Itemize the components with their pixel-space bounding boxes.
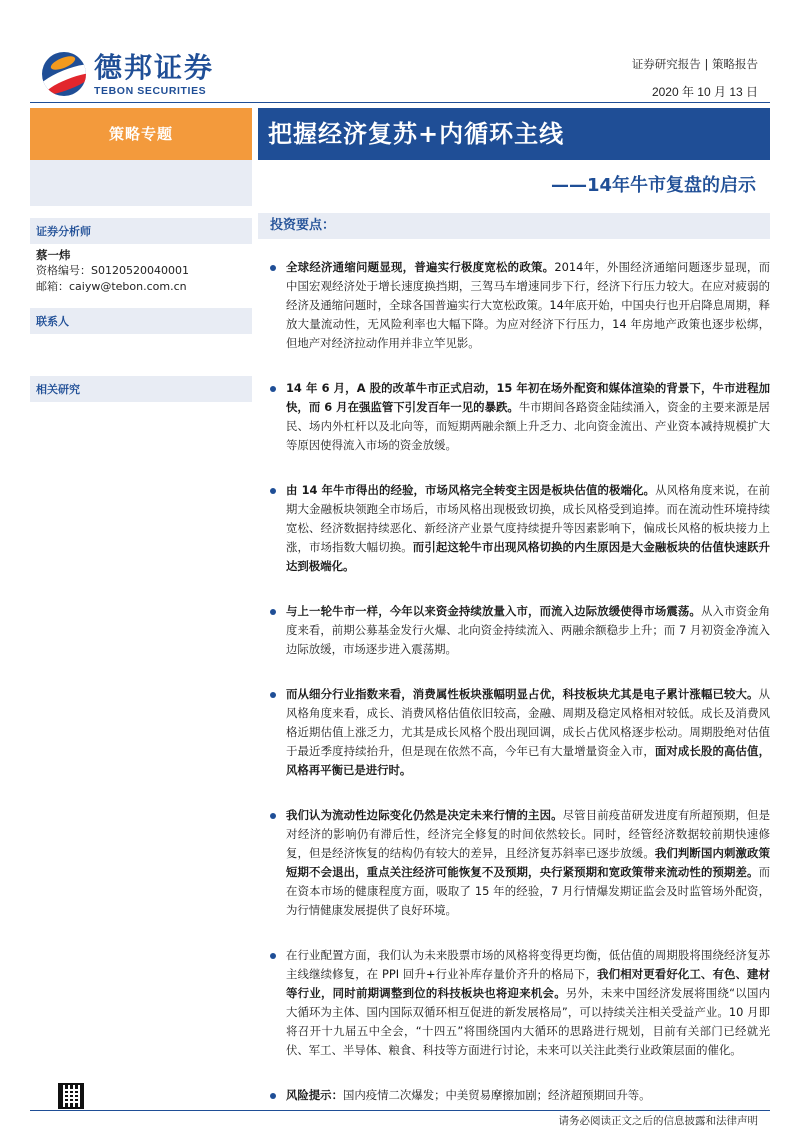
keypoints-list	[270, 258, 770, 1105]
bullet-icon	[270, 386, 276, 392]
analyst-email[interactable]: 邮箱：caiyw@tebon.com.cn	[36, 280, 187, 293]
keypoint-5: 而从细分行业指数来看，消费属性板块涨幅明显占优，科技板块尤其是电子累计涨幅已较大。从风格角度来看，成长、消费风格估值依旧较高，金融、周期及稳定风格相对较低。成长及消费风格近期估值上涨乏力，尤其是成长风格个股出现回调，成长占优风格逐步松动。周期股绝对估值于最近季度持续抬升，但是现在依然不高，今年已有大量增量资金入市，面对成长股的高估值，风格再平衡已是进行时。	[270, 685, 770, 780]
keypoint-7: 在行业配置方面，我们认为未来股票市场的风格将变得更均衡，低估值的周期股将围绕经济复苏主线继续修复，在 PPI 回升+行业补库存量价齐升的格局下，我们相对更看好化工、有色、建材等行业，同时前期调整到位的科技板块也将迎来机会。另外，未来中国经济发展将围绕“以国内大循环为主体、国内国际双循环相互促进的新发展格局”，可以持续关注相关受益产业。10 月即将召开十九届五中全会，“十四五”将围绕国内大循环的思路进行规划，目前有关部门已经就光伏、军工、半导体、粮食、科技等方面进行讨论，未来可以关注此类行业政策层面的催化。	[270, 946, 770, 1060]
keypoints-heading: 投资要点：	[258, 213, 770, 239]
legal-disclaimer: 请务必阅读正文之后的信息披露和法律声明	[558, 1115, 758, 1127]
report-subtitle: ——14年牛市复盘的启示	[550, 175, 756, 196]
report-type-tag: 策略专题	[30, 108, 252, 160]
brand-logo	[42, 52, 242, 100]
bullet-icon	[270, 488, 276, 494]
analyst-name: 蔡一炜	[36, 248, 71, 262]
header-divider	[30, 102, 770, 103]
footer-divider	[30, 1110, 770, 1111]
keypoint-4: 与上一轮牛市一样，今年以来资金持续放量入市，而流入边际放缓使得市场震荡。从入市资金角度来看，前期公募基金发行火爆、北向资金持续流入、两融余额稳步上升；而 7 月初资金净流入边际放缓，市场逐步进入震荡期。	[270, 602, 770, 659]
analyst-heading: 证券分析师	[30, 218, 252, 244]
contact-heading: 联系人	[30, 308, 252, 334]
bullet-icon	[270, 953, 276, 959]
sidebar	[30, 108, 252, 1108]
bullet-icon	[270, 1093, 276, 1099]
bullet-icon	[270, 609, 276, 615]
keypoint-1: 全球经济通缩问题显现，普遍实行极度宽松的政策。2014年，外围经济通缩问题逐步显现，而中国宏观经济处于增长速度换挡期，三驾马车增速同步下行，经济下行压力较大。在应对疲弱的经济及通缩问题时，全球各国普遍实行大宽松政策。14年底开始，中国央行也开启降息周期，释放大量流动性，无风险利率也大幅下降。为应对经济下行压力，14 年房地产政策也逐步松绑，但地产对经济拉动作用并非立竿见影。	[270, 258, 770, 353]
sidebar-band	[30, 160, 252, 206]
analyst-license: 资格编号：S0120520040001	[36, 264, 189, 277]
report-meta	[632, 56, 758, 100]
brand-logo-icon	[42, 52, 86, 96]
bullet-icon	[270, 813, 276, 819]
keypoint-2: 14 年 6 月，A 股的改革牛市正式启动，15 年初在场外配资和媒体渲染的背景下，牛市进程加快，而 6 月在强监管下引发百年一见的暴跌。牛市期间各路资金陆续涌入，资金的主要来源是居民、场内外杠杆以及北向等，而短期两融余额上升乏力、北向资金流出、产业资本减持规模扩大等原因使得流入市场的资金放缓。	[270, 379, 770, 455]
keypoint-3: 由 14 年牛市得出的经验，市场风格完全转变主因是板块估值的极端化。从风格角度来说，在前期大金融板块领跑全市场后，市场风格出现极致切换，成长风格受到追捧。而在流动性环境持续宽松、经济数据持续恶化、新经济产业景气度持续提升等因素影响下，偏成长风格的板块接力上涨，市场指数大幅切换。而引起这轮牛市出现风格切换的内生原因是大金融板块的估值快速跃升达到极端化。	[270, 481, 770, 576]
brand-name-en: TEBON SECURITIES	[94, 85, 207, 97]
related-research-heading: 相关研究	[30, 376, 252, 402]
report-title: 把握经济复苏+内循环主线	[258, 108, 770, 160]
keypoint-6: 我们认为流动性边际变化仍然是决定未来行情的主因。尽管目前疫苗研发进度有所超预期，但是对经济的影响仍有滞后性，经济完全修复的时间依然较长。同时，经管经济数据较前期快速修复，但是经济恢复的结构仍有较大的差异，且经济复苏斜率已逐步放缓。我们判断国内刺激政策短期不会退出，重点关注经济可能恢复不及预期，央行紧预期和宽政策带来流动性的预期差。而在资本市场的健康程度方面，吸取了 15 年的经验，7 月行情爆发期证监会及时监管场外配资，为行情健康发展提供了良好环境。	[270, 806, 770, 920]
qr-code-icon	[58, 1083, 84, 1109]
analyst-info	[30, 244, 252, 298]
brand-name-cn: 德邦证券	[94, 51, 215, 84]
report-category: 证券研究报告 | 策略报告	[631, 57, 758, 71]
keypoint-risk: 风险提示：国内疫情二次爆发；中美贸易摩擦加剧；经济超预期回升等。	[270, 1086, 770, 1105]
bullet-icon	[270, 265, 276, 271]
bullet-icon	[270, 692, 276, 698]
report-date: 2020 年 10 月 13 日	[651, 85, 758, 99]
